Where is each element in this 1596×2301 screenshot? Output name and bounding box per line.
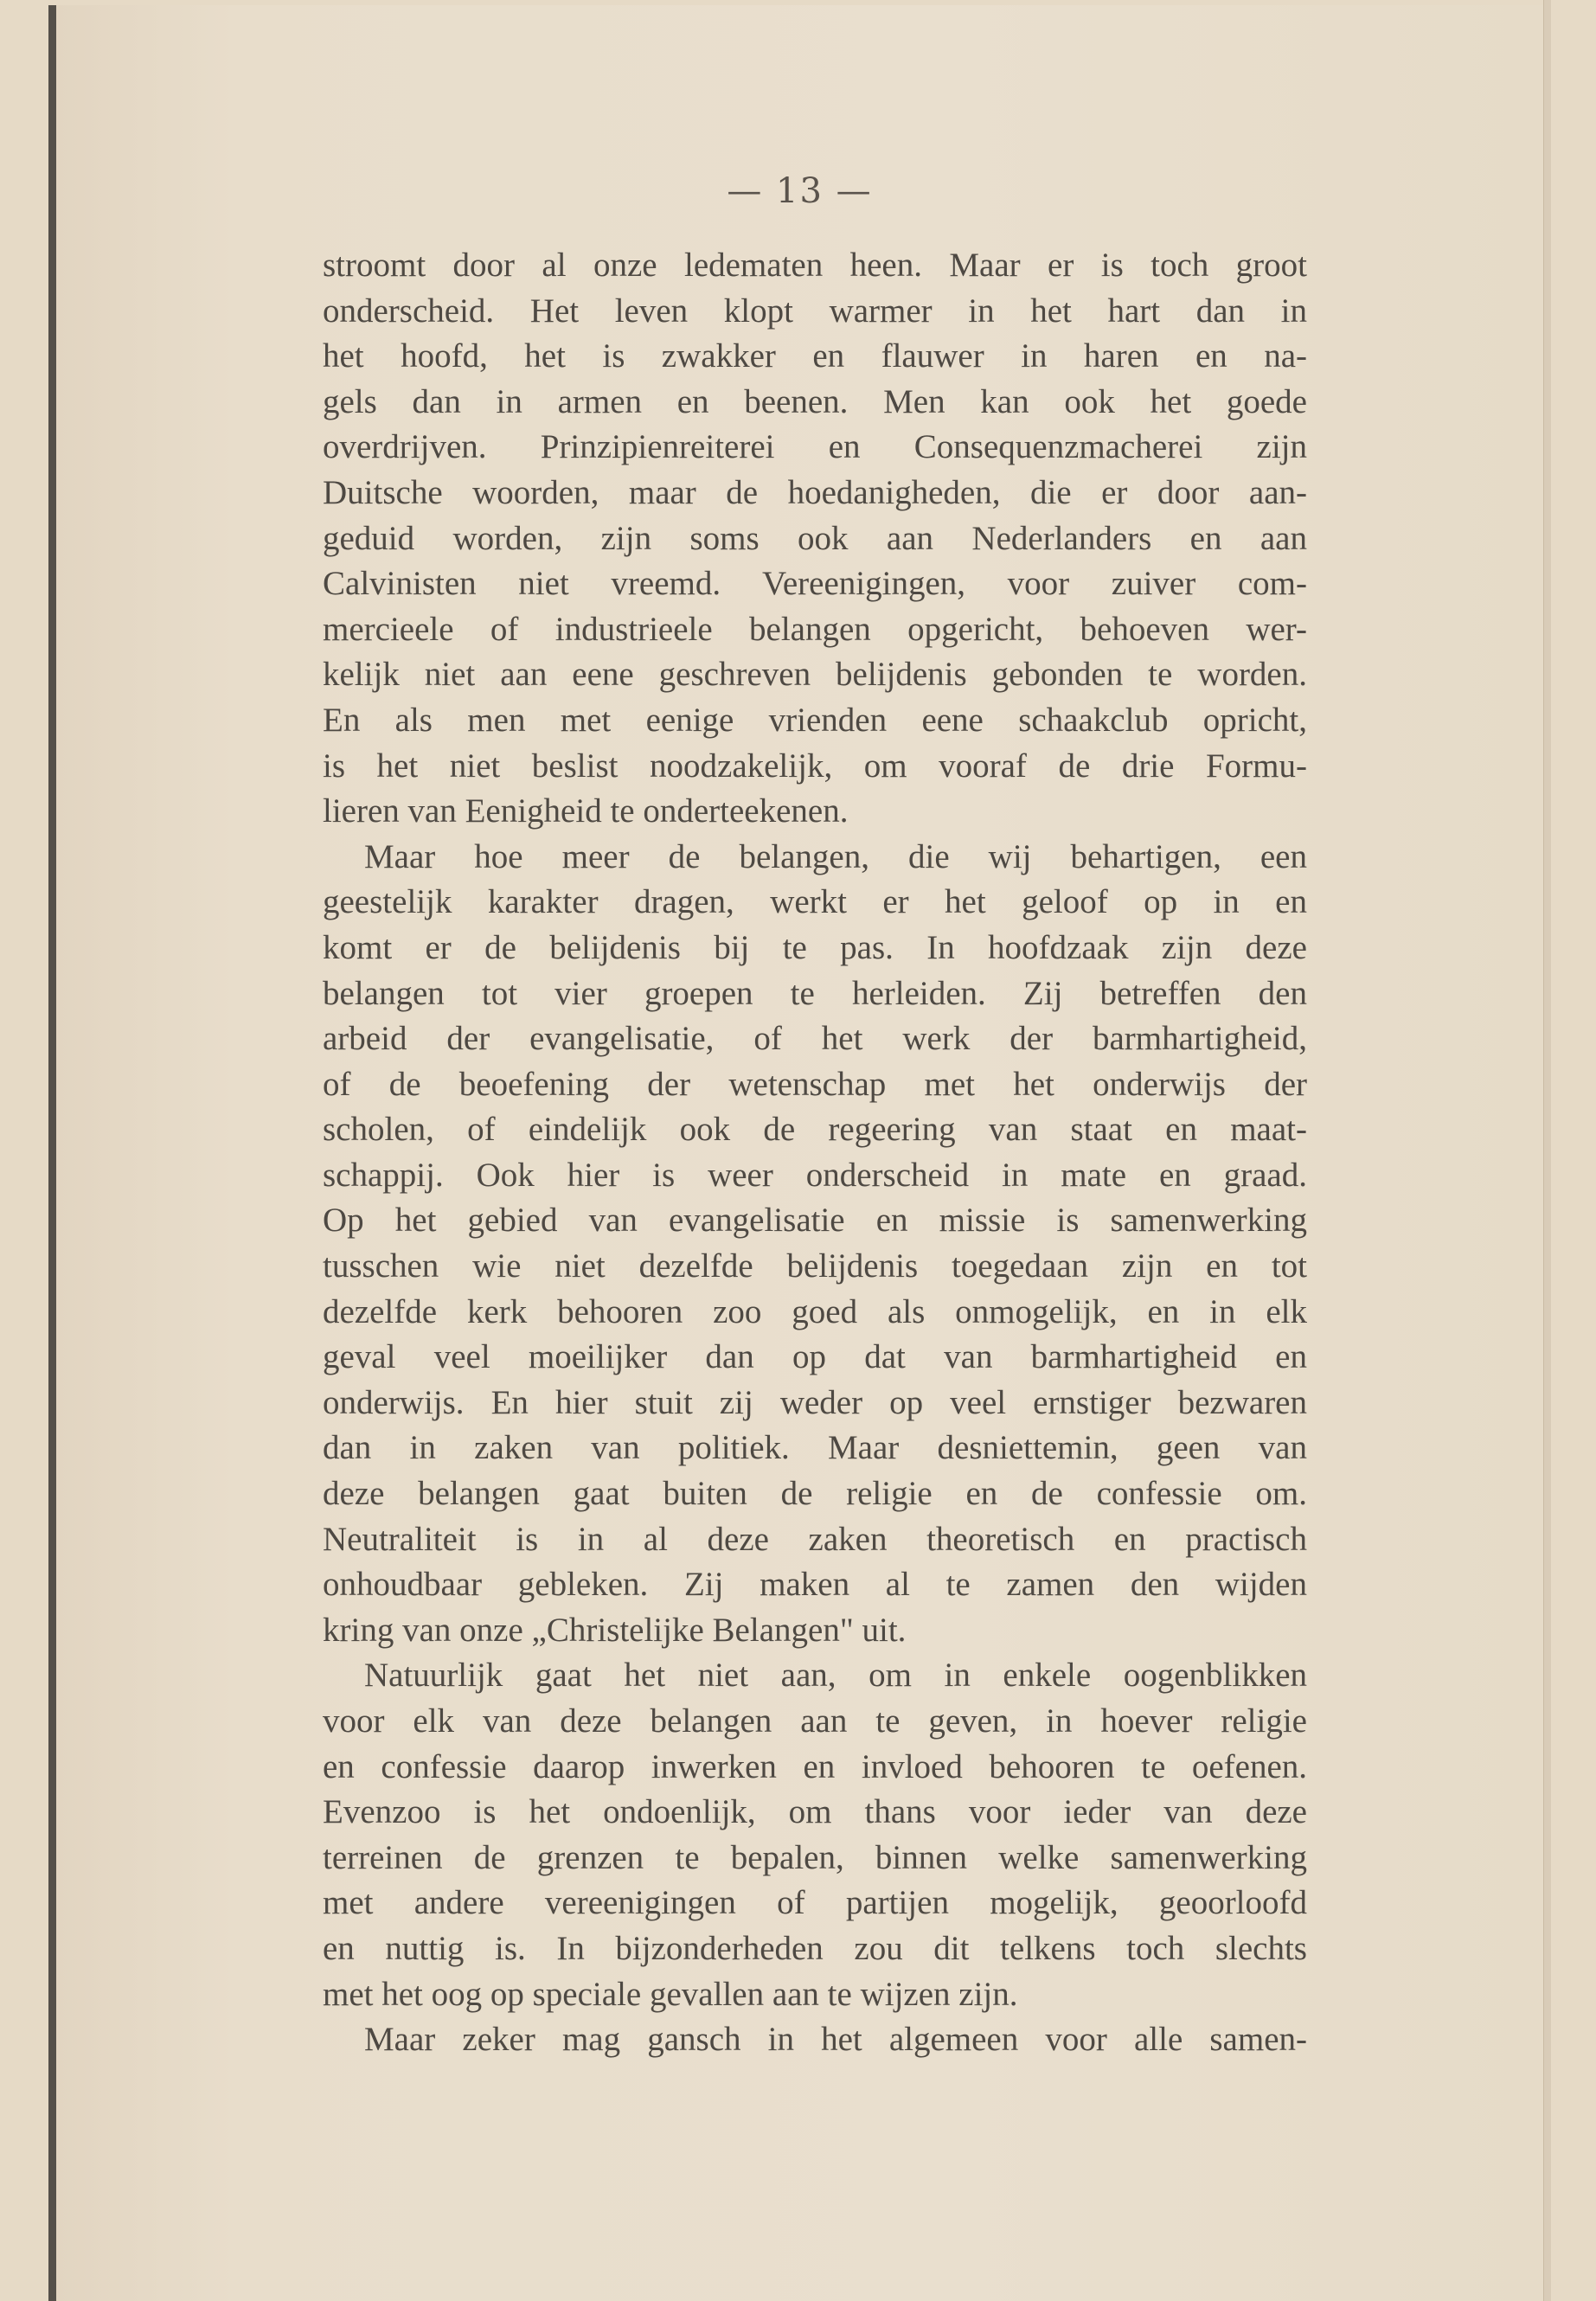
text-line: scholen, of eindelijk ook de regeering van staat en maat- — [323, 1111, 1307, 1149]
text-line: Maar hoe meer de belangen, die wij behartigen, een — [364, 837, 1307, 875]
text-line: onderwijs. En hier stuit zij weder op veel ernstiger bezwaren — [323, 1383, 1307, 1421]
page-edge — [1543, 0, 1551, 2301]
book-page — [48, 5, 1543, 2301]
text-line: kelijk niet aan eene geschreven belijdenis gebonden te worden. — [323, 656, 1307, 694]
text-line: geval veel moeilijker dan op dat van barmhartigheid en — [323, 1338, 1307, 1376]
page-number: — 13 — — [727, 171, 873, 211]
text-line: komt er de belijdenis bij te pas. In hoofdzaak zijn deze — [323, 928, 1307, 966]
text-line: dezelfde kerk behooren zoo goed als onmogelijk, en in elk — [323, 1292, 1307, 1330]
text-line: stroomt door al onze ledematen heen. Maar er is toch groot — [323, 247, 1307, 284]
text-line: geduid worden, zijn soms ook aan Nederlanders en aan — [323, 519, 1307, 557]
text-line: deze belangen gaat buiten de religie en de confessie om. — [323, 1475, 1307, 1513]
text-line: geestelijk karakter dragen, werkt er het geloof op in en — [323, 883, 1307, 921]
text-line: Calvinisten niet vreemd. Vereenigingen, voor zuiver com- — [323, 565, 1307, 603]
body-text — [323, 243, 1307, 2063]
text-line: onderscheid. Het leven klopt warmer in het hart dan in — [323, 292, 1307, 330]
text-line: is het niet beslist noodzakelijk, om vooraf de drie Formu- — [323, 747, 1307, 785]
text-line: kring van onze „Christelijke Belangen" uit. — [323, 1611, 907, 1649]
text-line: terreinen de grenzen te bepalen, binnen welke samenwerking — [323, 1838, 1307, 1876]
text-line: Duitsche woorden, maar de hoedanigheden, die er door aan- — [323, 473, 1307, 511]
text-line: dan in zaken van politiek. Maar desniettemin, geen van — [323, 1429, 1307, 1467]
text-line: voor elk van deze belangen aan te geven, in hoever religie — [323, 1702, 1307, 1740]
text-line: Op het gebied van evangelisatie en missie is samenwerking — [323, 1202, 1307, 1240]
text-line: belangen tot vier groepen te herleiden. Zij betreffen den — [323, 974, 1307, 1012]
text-line: Natuurlijk gaat het niet aan, om in enkele oogenblikken — [364, 1657, 1307, 1695]
text-line: Neutraliteit is in al deze zaken theoretisch en practisch — [323, 1520, 1307, 1558]
text-line: schappij. Ook hier is weer onderscheid in mate en graad. — [323, 1156, 1307, 1194]
text-line: arbeid der evangelisatie, of het werk der barmhartigheid, — [323, 1020, 1307, 1058]
text-line: onhoudbaar gebleken. Zij maken al te zamen den wijden — [323, 1566, 1307, 1604]
text-line: met andere vereenigingen of partijen mogelijk, geoorloofd — [323, 1884, 1307, 1922]
text-line: gels dan in armen en beenen. Men kan ook het goede — [323, 382, 1307, 420]
text-line: en nuttig is. In bijzonderheden zou dit telkens toch slechts — [323, 1929, 1307, 1967]
text-line: En als men met eenige vrienden eene schaakclub opricht, — [323, 701, 1307, 739]
text-line: overdrijven. Prinzipienreiterei en Consequenzmacherei zijn — [323, 428, 1307, 466]
text-line: of de beoefening der wetenschap met het onderwijs der — [323, 1065, 1307, 1103]
text-line: Evenzoo is het ondoenlijk, om thans voor ieder van deze — [323, 1793, 1307, 1831]
text-line: lieren van Eenigheid te onderteekenen. — [323, 792, 849, 830]
text-line: tusschen wie niet dezelfde belijdenis toegedaan zijn en tot — [323, 1247, 1307, 1285]
text-line: met het oog op speciale gevallen aan te wijzen zijn. — [323, 1975, 1018, 2013]
text-line: mercieele of industrieele belangen opgericht, behoeven wer- — [323, 610, 1307, 648]
text-line: en confessie daarop inwerken en invloed behooren te oefenen. — [323, 1747, 1307, 1785]
text-line: Maar zeker mag gansch in het algemeen voor alle samen- — [364, 2021, 1307, 2059]
text-line: het hoofd, het is zwakker en flauwer in haren en na- — [323, 337, 1307, 375]
